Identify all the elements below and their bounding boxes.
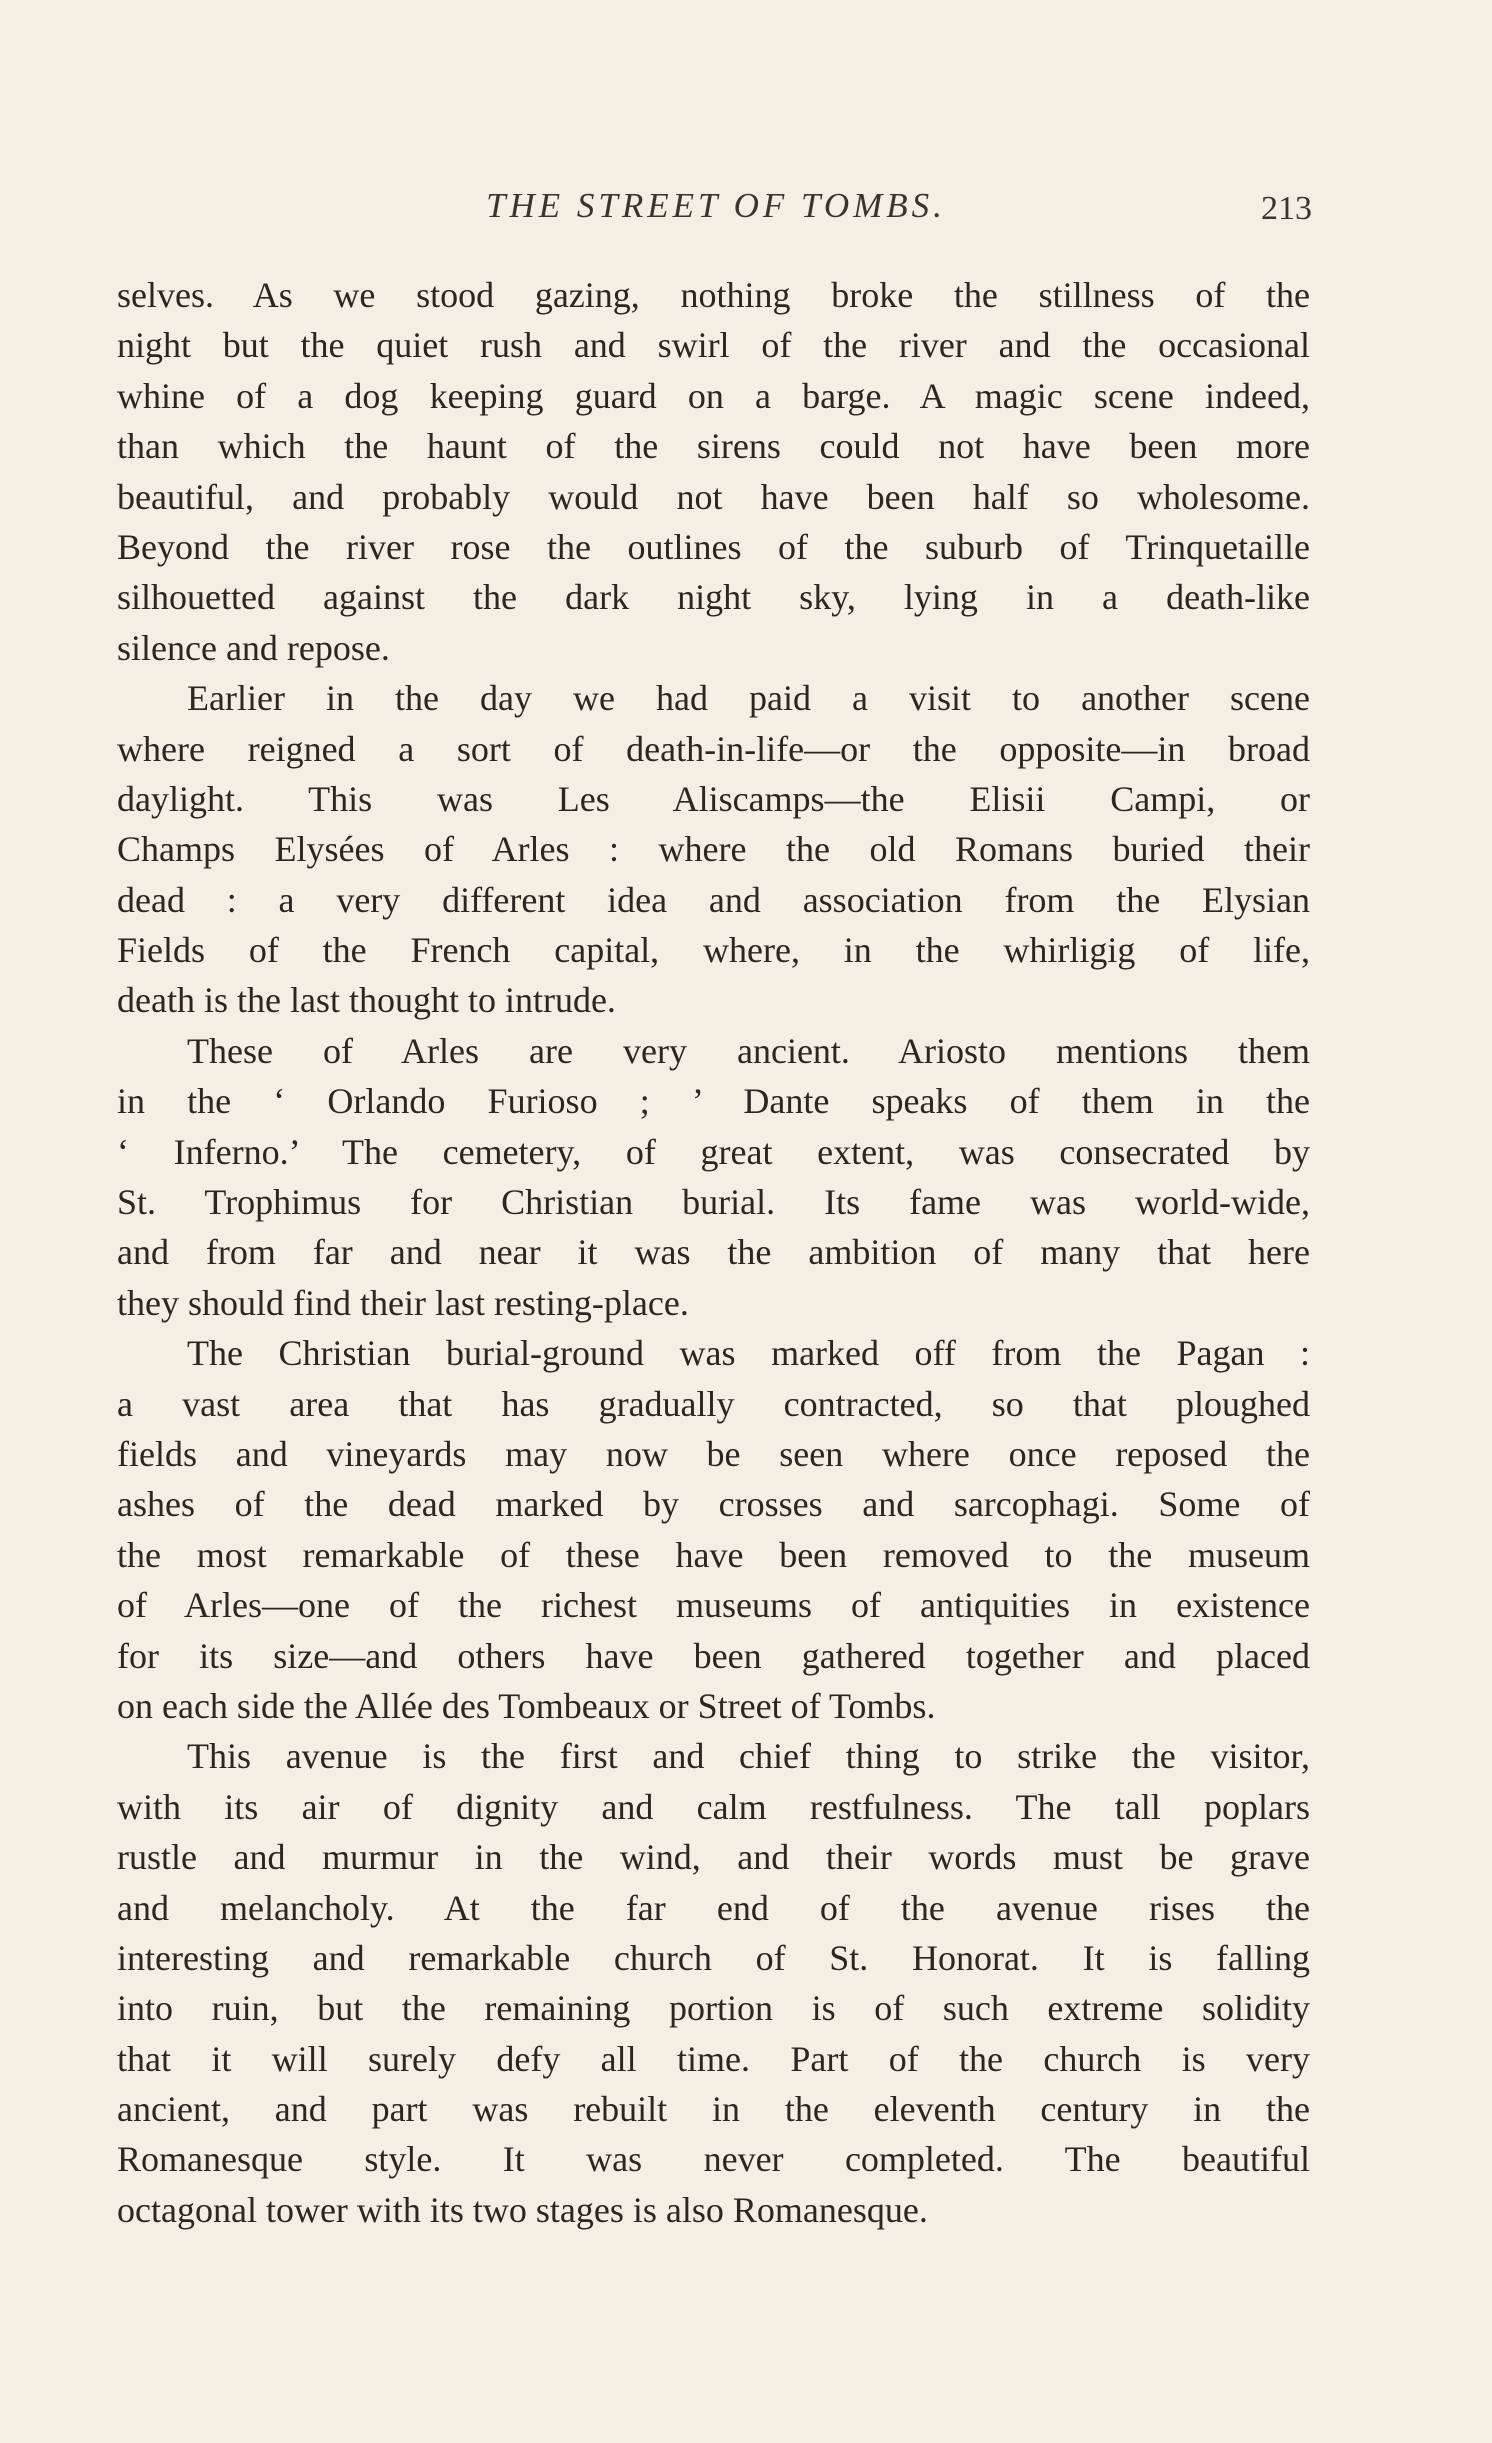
text-line: where reigned a sort of death-in-life—or the opposite—in broad xyxy=(117,728,1310,769)
text-line: and melancholy. At the far end of the avenue rises the xyxy=(117,1887,1310,1928)
paragraph xyxy=(117,1328,1310,1731)
text-line: a vast area that has gradually contracted, so that ploughed xyxy=(117,1383,1310,1424)
text-line: ancient, and part was rebuilt in the eleventh century in the xyxy=(117,2089,1310,2130)
text-line: into ruin, but the remaining portion is of such extreme solidity xyxy=(117,1988,1310,2029)
text-line: daylight. This was Les Aliscamps—the Elisii Campi, or xyxy=(117,778,1310,819)
text-line: dead : a very different idea and association from the Elysian xyxy=(117,879,1310,920)
text-line: The Christian burial-ground was marked off from the Pagan : xyxy=(187,1333,1310,1374)
text-line: night but the quiet rush and swirl of the river and the occasional xyxy=(117,325,1310,366)
text-line: than which the haunt of the sirens could not have been more xyxy=(117,426,1310,467)
text-line: whine of a dog keeping guard on a barge. A magic scene indeed, xyxy=(117,375,1310,416)
text-line: Fields of the French capital, where, in the whirligig of life, xyxy=(117,930,1310,971)
text-line: selves. As we stood gazing, nothing broke the stillness of the xyxy=(117,275,1310,315)
body-text xyxy=(117,270,1310,2235)
text-line: Champs Elysées of Arles : where the old Romans buried their xyxy=(117,829,1310,870)
text-line: for its size—and others have been gathered together and placed xyxy=(117,1635,1310,1676)
text-line: fields and vineyards may now be seen where once reposed the xyxy=(117,1433,1310,1474)
text-line: These of Arles are very ancient. Ariosto mentions them xyxy=(187,1030,1310,1071)
paragraph xyxy=(117,1731,1310,2235)
text-line: death is the last thought to intrude. xyxy=(117,980,616,1021)
text-line: of Arles—one of the richest museums of antiquities in existence xyxy=(117,1585,1310,1626)
text-line: Beyond the river rose the outlines of the suburb of Trinquetaille xyxy=(117,526,1310,567)
text-line: St. Trophimus for Christian burial. Its fame was world-wide, xyxy=(117,1182,1310,1223)
running-title: THE STREET OF TOMBS. xyxy=(486,186,946,225)
text-line: This avenue is the first and chief thing to strike the visitor, xyxy=(187,1736,1310,1777)
paragraph xyxy=(117,270,1310,673)
paragraph xyxy=(117,673,1310,1026)
text-line: on each side the Allée des Tombeaux or Street of Tombs. xyxy=(117,1685,936,1726)
running-head xyxy=(120,180,1312,230)
text-line: silence and repose. xyxy=(117,627,390,668)
text-line: octagonal tower with its two stages is also Romanesque. xyxy=(117,2189,928,2230)
text-line: ‘ Inferno.’ The cemetery, of great extent, was consecrated by xyxy=(117,1131,1310,1172)
text-line: with its air of dignity and calm restfulness. The tall poplars xyxy=(117,1786,1310,1827)
text-line: and from far and near it was the ambition of many that here xyxy=(117,1232,1310,1273)
text-line: Romanesque style. It was never completed. The beautiful xyxy=(117,2139,1310,2180)
text-line: they should find their last resting-place. xyxy=(117,1282,689,1323)
text-line: beautiful, and probably would not have been half so wholesome. xyxy=(117,476,1310,517)
text-line: rustle and murmur in the wind, and their words must be grave xyxy=(117,1837,1310,1878)
text-line: ashes of the dead marked by crosses and sarcophagi. Some of xyxy=(117,1484,1310,1525)
page-number: 213 xyxy=(1261,190,1312,227)
text-line: Earlier in the day we had paid a visit to another scene xyxy=(187,678,1310,719)
paragraph xyxy=(117,1026,1310,1328)
text-line: silhouetted against the dark night sky, lying in a death-like xyxy=(117,577,1310,618)
text-line: interesting and remarkable church of St. Honorat. It is falling xyxy=(117,1937,1310,1978)
text-line: in the ‘ Orlando Furioso ; ’ Dante speaks of them in the xyxy=(117,1081,1310,1122)
text-line: that it will surely defy all time. Part of the church is very xyxy=(117,2038,1310,2079)
text-line: the most remarkable of these have been removed to the museum xyxy=(117,1534,1310,1575)
